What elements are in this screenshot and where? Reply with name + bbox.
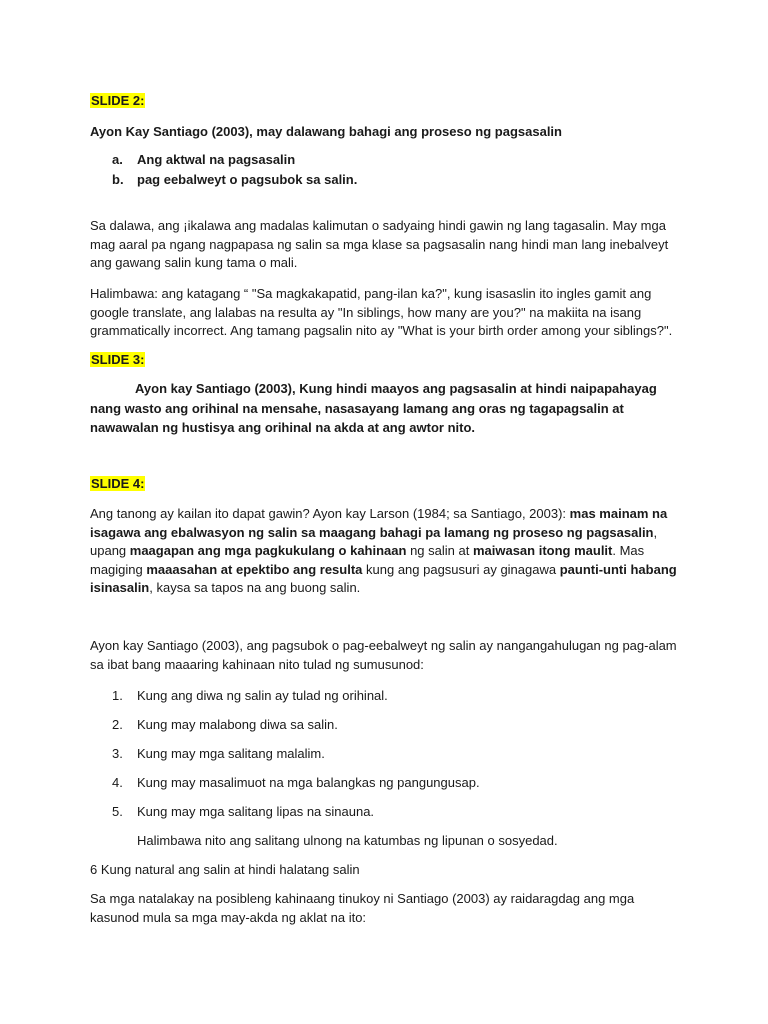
- slide-3-paragraph: Ayon kay Santiago (2003), Kung hindi maayos ang pagsasalin at hindi naipapahayag nang wasto ang orihinal na mensahe, nasasayang lamang ang oras ng tagapagsalin at nawawalan ng hustisya ang orihinal na akda at ang awtor nito.: [90, 381, 657, 435]
- slide-4-paragraph-3: Sa mga natalakay na posibleng kahinaang tinukoy ni Santiago (2003) ay raidaragdag ang mga kasunod mula sa mga may-akda ng aklat na ito:: [90, 891, 635, 925]
- slide-2-heading: Ayon Kay Santiago (2003), may dalawang bahagi ang proseso ng pagsasalin: [90, 124, 562, 139]
- slide-4-item-6: 6 Kung natural ang salin at hindi halatang salin: [90, 862, 360, 877]
- slide-2-list-item-b: b. pag eebalweyt o pagsubok sa salin.: [112, 172, 358, 187]
- slide-2-list-item-a: a. Ang aktwal na pagsasalin: [112, 152, 296, 167]
- slide-2-paragraph-1: Sa dalawa, ang ¡ikalawa ang madalas kalimutan o sadyaing hindi gawin ng lang tagasalin. May mga mag aaral pa ngang nagpapasa ng salin sa mga klase sa pagsasalin nang hindi man lang inebalveyt ang gawang salin kung tama o mali.: [90, 218, 669, 270]
- slide-3-label-line: [90, 351, 682, 370]
- slide-2-label: SLIDE 2:: [91, 93, 145, 108]
- slide-4-label: SLIDE 4:: [91, 476, 145, 491]
- slide-4-list-item-2: 2. Kung may malabong diwa sa salin.: [112, 717, 338, 732]
- slide-4-paragraph-1: Ang tanong ay kailan ito dapat gawin? Ayon kay Larson (1984; sa Santiago, 2003): mas mainam na isagawa ang ebalwasyon ng salin sa maagang bahagi pa lamang ng proseso ng pagsasalin, upang maagapan ang mga pagkukulang o kahinaan ng salin at maiwasan itong maulit. Mas magiging maaasahan at epektibo ang resulta kung ang pagsusuri ay ginagawa paunti-unti habang isinasalin, kaysa sa tapos na ang buong salin.: [90, 506, 677, 595]
- slide-4-example: Halimbawa nito ang salitang ulnong na katumbas ng lipunan o sosyedad.: [137, 833, 558, 848]
- slide-4-list-item-3: 3. Kung may mga salitang malalim.: [112, 746, 325, 761]
- slide-4-list-item-5: 5. Kung may mga salitang lipas na sinauna.: [112, 804, 375, 819]
- slide-3-label: SLIDE 3:: [91, 352, 145, 367]
- slide-2-paragraph-2: Halimbawa: ang katagang “ "Sa magkakapatid, pang-ilan ka?", kung isasaslin ito ingles gamit ang google translate, ang lalabas na resulta ay "In siblings, how many are you?" na makiita na isang grammatically incorrect. Ang tamang pagsalin nito ay "What is your birth order among your siblings?".: [90, 286, 673, 338]
- slide-4-paragraph-2: Ayon kay Santiago (2003), ang pagsubok o pag-eebalweyt ng salin ay nangangahulugan ng pag-alam sa ibat bang maaaring kahinaan nito tulad ng sumusunod:: [90, 638, 677, 672]
- slide-4-list-item-4: 4. Kung may masalimuot na mga balangkas ng pangungusap.: [112, 775, 480, 790]
- slide-4-list-item-1: 1. Kung ang diwa ng salin ay tulad ng orihinal.: [112, 688, 388, 703]
- slide-4-label-line: [90, 475, 682, 494]
- slide-2-label-line: [90, 92, 682, 111]
